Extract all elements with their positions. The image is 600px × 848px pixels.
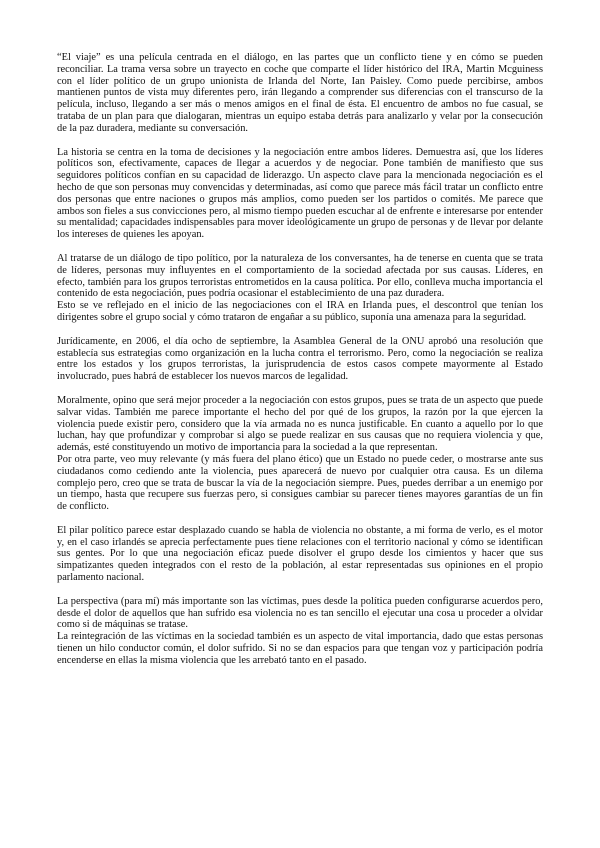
paragraph-spacer bbox=[57, 513, 543, 525]
paragraph-4: Esto se ve reflejado en el inicio de las negociaciones con el IRA en Irlanda pues, el descontrol que tenían los dirigentes sobre el grupo social y cómo trataron de engañar a su público, suponía una amenaza para la seguridad. bbox=[57, 300, 543, 323]
document-page bbox=[57, 52, 543, 667]
paragraph-spacer bbox=[57, 383, 543, 395]
paragraph-8: El pilar político parece estar desplazado cuando se habla de violencia no obstante, a mi forma de verlo, es el motor y, en el caso irlandés se aprecia perfectamente pues tiene relaciones con el territorio nacional y cómo se identifican sus gentes. Por lo que una negociación eficaz puede disolver el grupo desde los cimientos y hacer que sus simpatizantes queden integrados con el resto de la población, al estar representadas sus opiniones en el propio parlamento nacional. bbox=[57, 524, 543, 584]
paragraph-2: La historia se centra en la toma de decisiones y la negociación entre ambos líderes. Demuestra así, que los líderes políticos son, efectivamente, capaces de llegar a acuerdos y de negociar. Pone también de manifiesto que sus seguidores políticos confían en su capacidad de liderazgo. Un aspecto clave para la mencionada negociación es el hecho de que son personas muy convencidas y determinadas, así como que parece más fácil tratar un conflicto entre dos personas que entre naciones o grupos más amplios, como pueden ser los partidos o comités. Me parece que ambos son fieles a sus convicciones pero, al mismo tiempo pueden escuchar al de enfrente e interesarse por entender su mentalidad; capacidades indispensables para mover ideológicamente un grupo de personas y de llevar por delante los intereses de quienes les apoyan. bbox=[57, 146, 543, 241]
paragraph-spacer bbox=[57, 241, 543, 253]
paragraph-spacer bbox=[57, 324, 543, 336]
paragraph-1: “El viaje” es una película centrada en el diálogo, en las partes que un conflicto tiene y en cómo se pueden reconciliar. La trama versa sobre un trayecto en coche que comparte el líder histórico del IRA, Martin Mcguiness con el líder político de un grupo unionista de Irlanda del Norte, Ian Paisley. Como puede percibirse, ambos mantienen puntos de vista muy diferentes pero, irán llegando a comprender sus diferencias con el transcurso de la película, incluso, llegando a ser más o menos amigos en el final de ésta. El encuentro de ambos no fue casual, se trataba de un plan para que dialogaran, mientras un equipo estaba detrás para analizarlo y velar por la consecución de la paz duradera, mediante su conversación. bbox=[57, 52, 543, 134]
paragraph-9: La perspectiva (para mí) más importante son las víctimas, pues desde la política pueden configurarse acuerdos pero, desde el dolor de aquellos que han sufrido esa violencia no es tan sencillo el ejecutar una cosa u proceder a olvidar como si de máquinas se tratase. bbox=[57, 595, 543, 631]
paragraph-5: Jurídicamente, en 2006, el día ocho de septiembre, la Asamblea General de la ONU aprobó una resolución que establecía sus estrategias como organización en la lucha contra el terrorismo. Pero, como la negociación se realiza entre los estados y los grupos terroristas, la jurisprudencia de estos casos compete mayormente al Estado involucrado, pues habrá de establecer los nuevos marcos de legalidad. bbox=[57, 335, 543, 383]
paragraph-spacer bbox=[57, 584, 543, 596]
paragraph-spacer bbox=[57, 135, 543, 147]
paragraph-7: Por otra parte, veo muy relevante (y más fuera del plano ético) que un Estado no puede ceder, o mostrarse ante sus ciudadanos como cediendo ante la violencia, pues aparecerá de nuevo por cualquier otra causa. Es un dilema complejo pero, creo que se trata de buscar la vía de la negociación siempre. Pues, puedes derribar a un enemigo por un tiempo, hasta que recupere sus fuerzas pero, si consigues cambiar su parecer tienes mayores garantías de un fin de conflicto. bbox=[57, 453, 543, 513]
paragraph-3: Al tratarse de un diálogo de tipo político, por la naturaleza de los conversantes, ha de tenerse en cuenta que se trata de líderes, personas muy influyentes en el comportamiento de la sociedad afectada por sus causas. Líderes, en efecto, también para los grupos terroristas entrometidos en la causa política. Por ello, conlleva mucha importancia el contenido de esta negociación, pues podría ocasionar el establecimiento de una paz duradera. bbox=[57, 252, 543, 300]
paragraph-10: La reintegración de las víctimas en la sociedad también es un aspecto de vital importancia, dado que estas personas tienen un hilo conductor común, el dolor sufrido. Si no se dan espacios para que tengan voz y participación podría encenderse en ellas la misma violencia que les arrebató tanto en el pasado. bbox=[57, 631, 543, 666]
paragraph-6: Moralmente, opino que será mejor proceder a la negociación con estos grupos, pues se trata de un aspecto que puede salvar vidas. También me parece importante el hecho del por qué de los grupos, la razón por la que ejercen la violencia puede existir pero, considero que la vía armada no es nunca justificable. En cuanto a aquello por lo que luchan, hay que profundizar y comprobar si algo se puede realizar en sus causas que no requiera violencia y que, además, esté constituyendo un motivo de importancia para la sociedad a la que representan. bbox=[57, 394, 543, 454]
